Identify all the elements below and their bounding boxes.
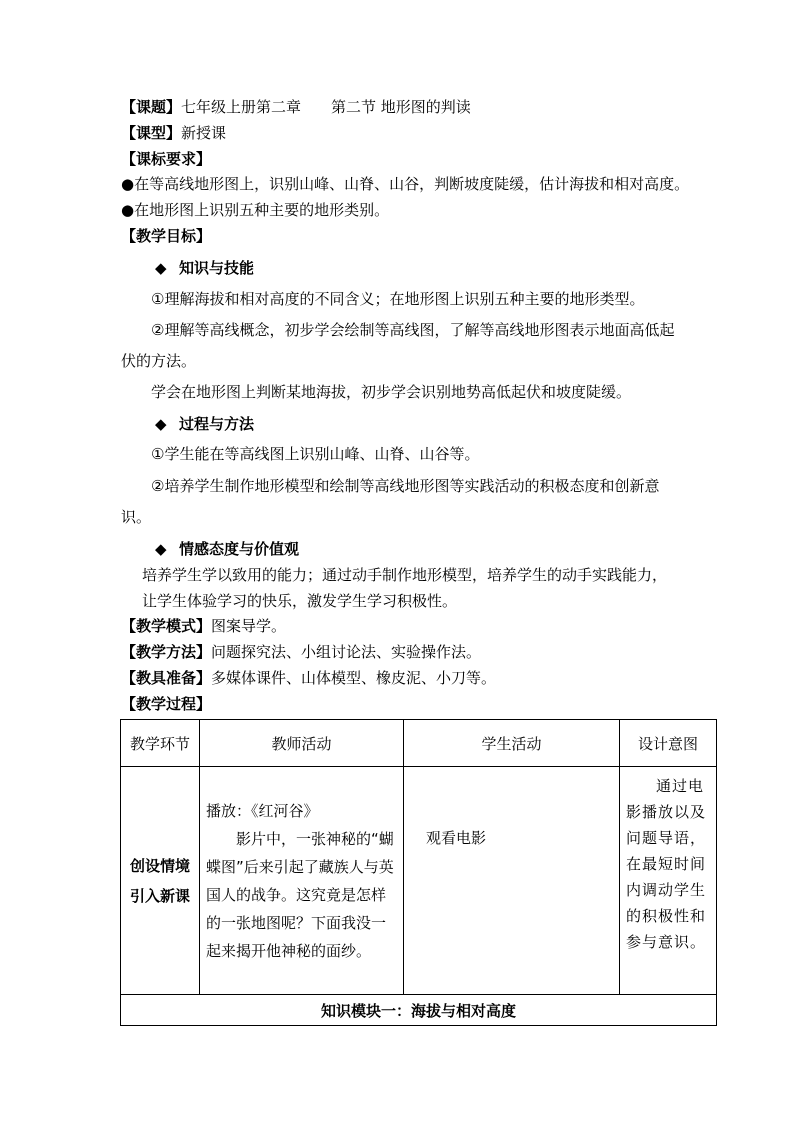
process-item-1: ①学生能在等高线图上识别山峰、山脊、山谷等。 [151,445,480,463]
type-label: 【课型】 [121,124,182,142]
tools-value: 多媒体课件、山体模型、橡皮泥、小刀等。 [211,669,497,687]
teacher-text: 影片中，一张神秘的“蝴蝶图”后来引起了藏族人与英国人的战争。这究竟是怎样的一张地图呢？下面我没一起来揭开他神秘的面纱。 [206,830,394,960]
emotion-title-line [155,538,299,560]
objectives-label: 【教学目标】 [121,227,212,245]
type-line [121,122,226,144]
tools-label: 【教具准备】 [121,669,212,687]
teacher-cell [200,767,404,995]
module-title: 知识模块一：海拔与相对高度 [121,995,717,1026]
method-label: 【教学方法】 [121,643,212,661]
student-cell: 观看电影 [404,767,620,995]
topic-value: 七年级上册第二章 [181,98,302,116]
mode-label: 【教学模式】 [121,617,212,635]
standard-item-1: ●在等高线地形图上，识别山峰、山脊、山谷，判断坡度陡缓，估计海拔和相对高度。 [121,175,690,193]
type-value: 新授课 [181,124,227,142]
process-title-line [155,413,254,435]
table-header-row [121,720,717,767]
process-item-2: ②培养学生制作地形模型和绘制等高线地形图等实践活动的积极态度和创新意 [151,477,660,495]
header-teacher: 教师活动 [200,720,404,767]
process-label: 【教学过程】 [121,695,212,713]
topic-section: 第二节 地形图的判读 [331,98,471,116]
design-text: 通过电影播放以及问题导语，在最短时间内调动学生的积极性和参与意识。 [626,777,707,951]
mode-value: 图案导学。 [211,617,287,635]
diamond-bullet-icon: ◆ [155,415,167,433]
module-row [121,995,717,1026]
emotion-item-2: 让学生体验学习的快乐，激发学生学习积极性。 [142,592,458,610]
stage-line-1: 创设情境 [129,856,190,875]
process-title: 过程与方法 [179,415,255,433]
design-cell [620,767,717,995]
method-line [121,641,481,663]
stage-cell [121,767,200,995]
knowledge-item-2: ②理解等高线概念，初步学会绘制等高线图，了解等高线地形图表示地面高低起 [151,321,675,339]
topic-line [121,96,471,118]
knowledge-item-1: ①理解海拔和相对高度的不同含义；在地形图上识别五种主要的地形类型。 [151,290,645,308]
method-value: 问题探究法、小组讨论法、实验操作法。 [211,643,482,661]
knowledge-title: 知识与技能 [179,259,255,277]
standard-item-2: ●在地形图上识别五种主要的地形类别。 [121,201,390,219]
tools-line [121,667,496,689]
knowledge-item-3: 学会在地形图上判断某地海拔，初步学会识别地势高低起伏和坡度陡缓。 [151,383,632,401]
diamond-bullet-icon: ◆ [155,259,167,277]
mode-line [121,615,286,637]
topic-label: 【课题】 [121,98,182,116]
emotion-item-1: 培养学生学以致用的能力；通过动手制作地形模型，培养学生的动手实践能力， [142,566,668,584]
teacher-line-1: 播放：《红河谷》 [206,802,319,820]
table-row [121,767,717,995]
knowledge-item-2-cont: 伏的方法。 [121,352,197,370]
standard-label: 【课标要求】 [121,150,212,168]
header-design: 设计意图 [620,720,717,767]
diamond-bullet-icon: ◆ [155,540,167,558]
header-student: 学生活动 [404,720,620,767]
header-stage: 教学环节 [121,720,200,767]
knowledge-title-line [155,257,254,279]
emotion-title: 情感态度与价值观 [179,540,300,558]
teaching-process-table [120,719,717,1026]
process-item-2-cont: 识。 [121,508,152,526]
stage-line-2: 引入新课 [129,886,190,905]
